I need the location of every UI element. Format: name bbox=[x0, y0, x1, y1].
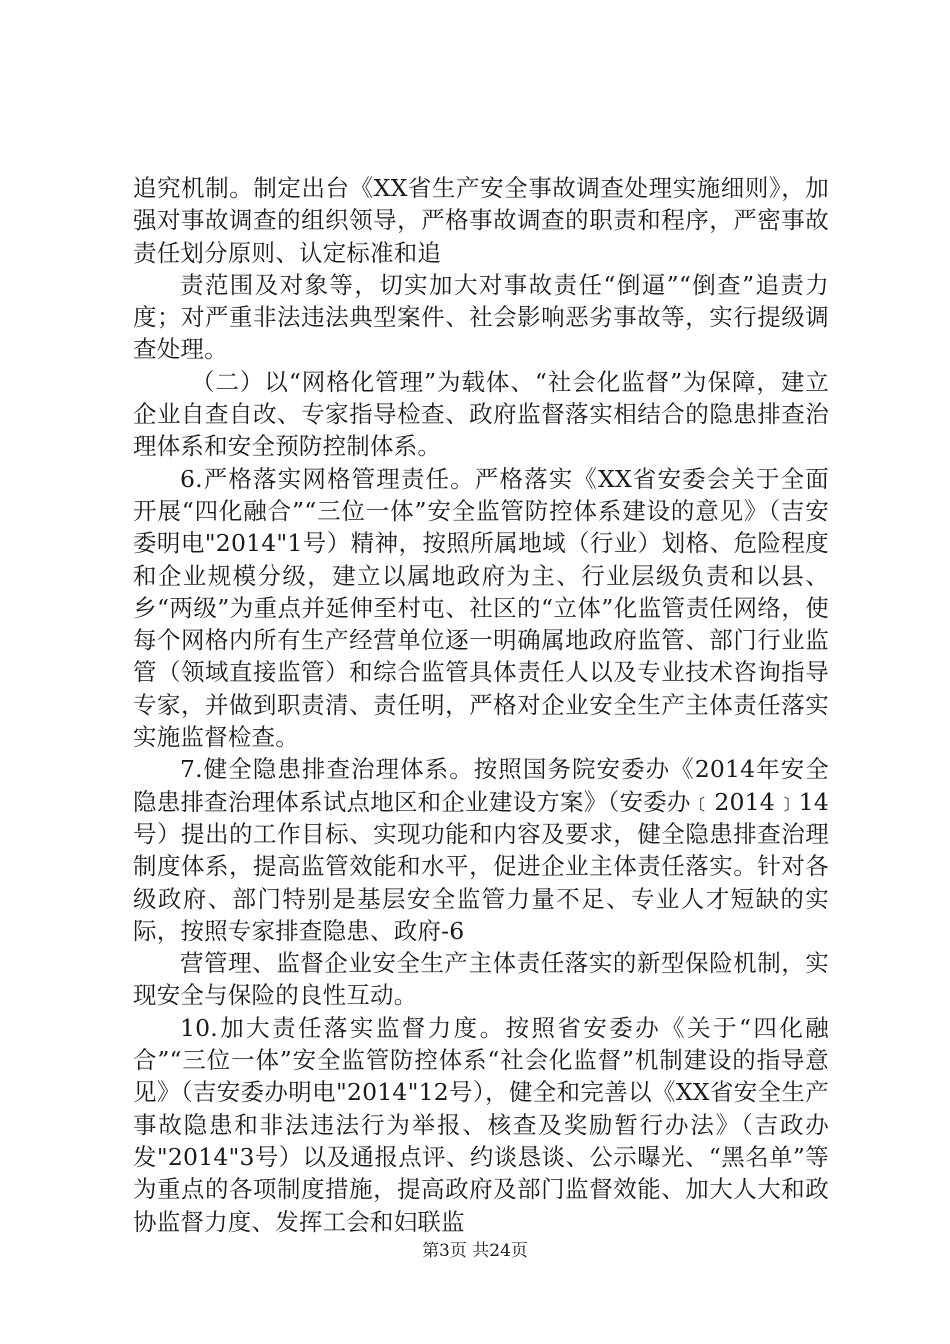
paragraph-1: 追究机制。制定出台《XX省生产安全事故调查处理实施细则》，加强对事故调查的组织领导，严格事故调查的职责和程序，严密事故责任划分原则、认定标准和追 bbox=[133, 174, 829, 267]
paragraph-7: 10.加大责任落实监督力度。按照省安委办《关于“四化融合”“三位一体”安全监管防控体系“社会化监督”机制建设的指导意见》（吉安委办明电"2014"12号），健全和完善以《XX省安全生产事故隐患和非法违法行为举报、核查及奖励暂行办法》（吉政办发"2014"3号）以及通报点评、约谈恳谈、公示曝光、“黑名单”等为重点的各项制度措施，提高政府及部门监督效能、加大人大和政协监督力度、发挥工会和妇联监 bbox=[133, 1013, 829, 1236]
paragraph-2: 责范围及对象等，切实加大对事故责任“倒逼”“倒查”追责力度；对严重非法违法典型案件、社会影响恶劣事故等，实行提级调查处理。 bbox=[133, 270, 829, 364]
paragraph-4: 6.严格落实网格管理责任。严格落实《XX省安委会关于全面开展“四化融合”“三位一体”安全监管防控体系建设的意见》（吉安委明电"2014"1号）精神，按照所属地域（行业）划格、危险程度和企业规模分级，建立以属地政府为主、行业层级负责和以县、乡“两级”为重点并延伸至村屯、社区的“立体”化监管责任网络，使每个网格内所有生产经营单位逐一明确属地政府监管、部门行业监管（领域直接监管）和综合监管具体责任人以及专业技术咨询指导专家，并做到职责清、责任明，严格对企业安全生产主体责任落实实施监督检查。 bbox=[133, 464, 829, 752]
paragraph-6: 营管理、监督企业安全生产主体责任落实的新型保险机制，实现安全与保险的良性互动。 bbox=[133, 949, 829, 1010]
paragraph-3: （二）以“网格化管理”为载体、“社会化监督”为保障，建立企业自查自改、专家指导检查、政府监督落实相结合的隐患排查治理体系和安全预防控制体系。 bbox=[133, 367, 829, 461]
page-number-footer: 第3页 共24页 bbox=[422, 1241, 528, 1261]
paragraph-5: 7.健全隐患排查治理体系。按照国务院安委办《2014年安全隐患排查治理体系试点地区和企业建设方案》（安委办﹝2014﹞14号）提出的工作目标、实现功能和内容及要求，健全隐患排查治理制度体系，提高监管效能和水平，促进企业主体责任落实。针对各级政府、部门特别是基层安全监管力量不足、专业人才短缺的实际，按照专家排查隐患、政府-6 bbox=[133, 755, 829, 945]
document-body bbox=[133, 172, 829, 1238]
